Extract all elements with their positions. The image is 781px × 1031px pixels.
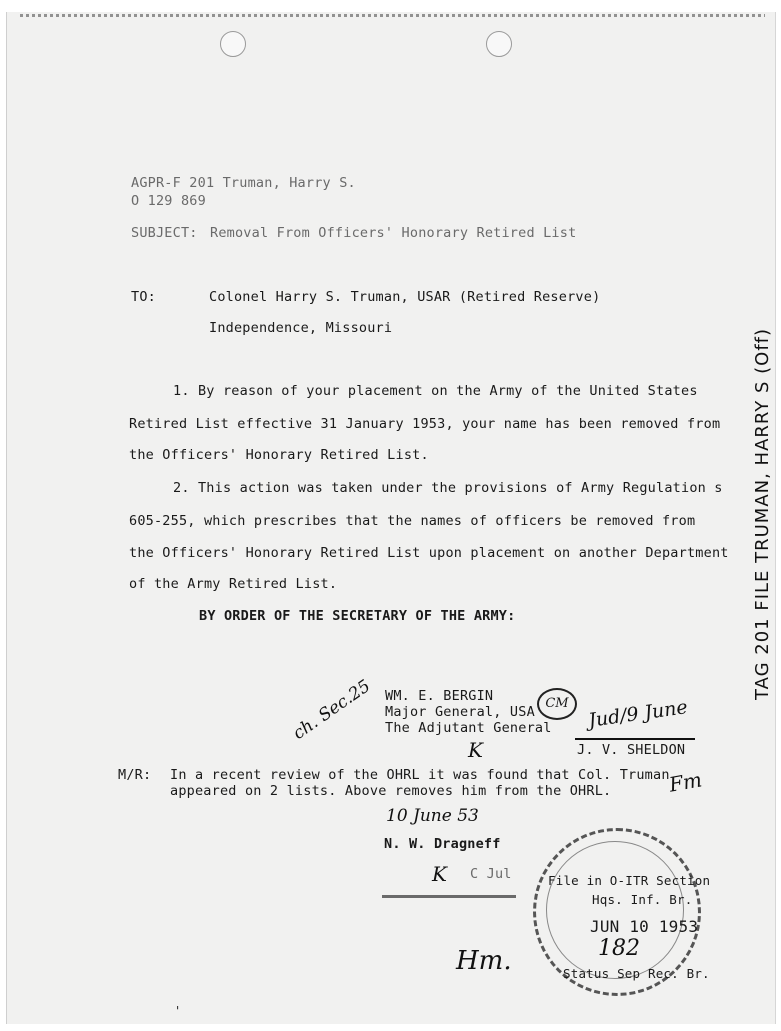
punch-hole-right xyxy=(486,31,512,57)
paragraph-1-line-2: Retired List effective 31 January 1953, your name has been removed from xyxy=(129,416,721,432)
subject-label: SUBJECT: xyxy=(131,225,198,241)
stamp-line-2: Hqs. Inf. Br. xyxy=(592,892,693,907)
paragraph-2-line-3: the Officers' Honorary Retired List upon placement on another Department xyxy=(129,545,729,561)
serial-number: O 129 869 xyxy=(131,193,206,209)
sheldon-name: J. V. SHELDON xyxy=(577,742,686,758)
file-reference: AGPR-F 201 Truman, Harry S. xyxy=(131,175,356,191)
addressee-line-1: Colonel Harry S. Truman, USAR (Retired Reserve) xyxy=(209,289,601,305)
dragneff-rule xyxy=(382,895,516,898)
page-top-edge xyxy=(20,14,765,17)
signer-name: WM. E. BERGIN xyxy=(385,688,494,704)
memo-line-2: appeared on 2 lists. Above removes him from the OHRL. xyxy=(170,783,612,799)
memo-line-1: In a recent review of the OHRL it was found that Col. Truman xyxy=(170,767,670,783)
dragneff-sub: C Jul xyxy=(470,866,512,882)
page-tick: ' xyxy=(176,1004,180,1018)
side-file-note: TAG 201 FILE TRUMAN, HARRY S (Off) xyxy=(752,327,773,700)
order-line: BY ORDER OF THE SECRETARY OF THE ARMY: xyxy=(199,608,516,624)
paragraph-1-line-1: 1. By reason of your placement on the Army of the United States xyxy=(173,383,698,399)
dragneff-initials: K xyxy=(432,862,447,886)
paragraph-1-line-3: the Officers' Honorary Retired List. xyxy=(129,447,429,463)
handwritten-date-top-right: Jud/9 June xyxy=(586,696,689,732)
handwritten-signature-bottom: Hm. xyxy=(456,946,512,976)
stamp-handwritten-number: 182 xyxy=(598,936,640,961)
memo-label: M/R: xyxy=(118,767,152,783)
paragraph-2-line-4: of the Army Retired List. xyxy=(129,576,338,592)
handwritten-date-note: 10 June 53 xyxy=(386,806,479,826)
to-label: TO: xyxy=(131,289,156,305)
addressee-line-2: Independence, Missouri xyxy=(209,320,393,336)
punch-hole-left xyxy=(220,31,246,57)
paragraph-2-line-2: 605-255, which prescribes that the names of officers be removed from xyxy=(129,513,696,529)
initials-circle xyxy=(537,688,577,720)
signer-title: The Adjutant General xyxy=(385,720,552,736)
initials-circle-text: CM xyxy=(545,696,569,711)
stamp-line-1: File in O-ITR Section xyxy=(548,873,711,888)
dragneff-name: N. W. Dragneff xyxy=(384,836,501,852)
stamp-date: JUN 10 1953 xyxy=(590,917,699,936)
handwritten-initials-left: ch. Sec.25 xyxy=(289,676,375,744)
signer-rank: Major General, USA xyxy=(385,704,535,720)
handwritten-mark: K xyxy=(468,738,483,762)
handwritten-initials-right: Fm xyxy=(667,767,704,797)
stamp-line-4: Status Sep Rec. Br. xyxy=(563,966,710,981)
subject-text: Removal From Officers' Honorary Retired List xyxy=(210,225,577,241)
sheldon-underline xyxy=(575,738,695,740)
paragraph-2-line-1: 2. This action was taken under the provisions of Army Regulation s xyxy=(173,480,723,496)
